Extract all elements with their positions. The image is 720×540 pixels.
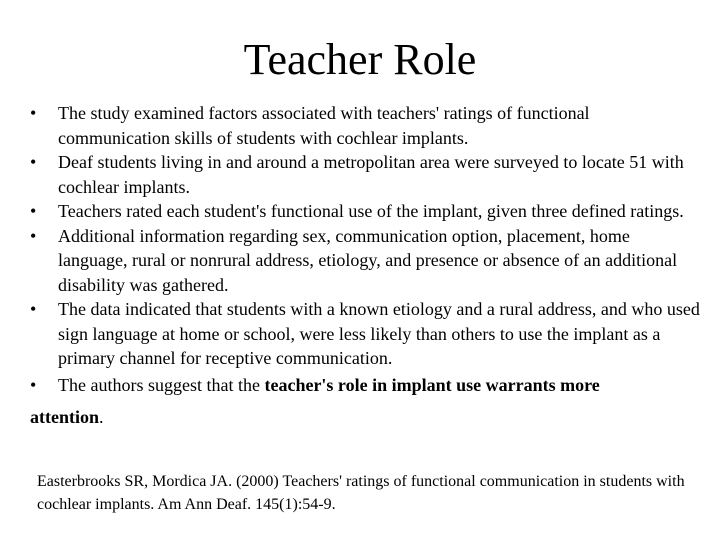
bullet-list <box>30 101 700 435</box>
bullet-text-emphasis-cont: attention <box>30 406 99 427</box>
bullet-item <box>30 199 700 224</box>
bullet-text: Teachers rated each student's functional use of the implant, given three defined ratings. <box>58 201 684 221</box>
bullet-item <box>30 297 700 371</box>
bullet-marker: • <box>30 201 37 221</box>
bullet-item <box>30 224 700 298</box>
bullet-text: The data indicated that students with a known etiology and a rural address, and who used sign language at home or school, were less likely than others to use the implant as a primary channel for receptive communication. <box>58 299 700 368</box>
bullet-continuation <box>30 399 700 435</box>
bullet-item-authors <box>30 371 700 435</box>
bullet-text: Deaf students living in and around a metropolitan area were surveyed to locate 51 with cochlear implants. <box>58 152 684 197</box>
bullet-marker: • <box>30 374 37 395</box>
bullet-marker: • <box>30 225 37 246</box>
bullet-marker: • <box>30 299 37 319</box>
bullet-text-prefix: The authors suggest that the <box>58 374 265 395</box>
bullet-text: The study examined factors associated with teachers' ratings of functional communication skills of students with cochlear implants. <box>58 103 590 148</box>
bullet-marker: • <box>30 103 37 123</box>
bullet-text: Additional information regarding sex, communication option, placement, home language, rural or nonrural address, etiology, and presence or absence of an additional disability was gathered. <box>58 225 678 295</box>
bullet-text-suffix: . <box>99 406 104 427</box>
bullet-item <box>30 150 700 199</box>
bullet-marker: • <box>30 152 37 172</box>
citation: Easterbrooks SR, Mordica JA. (2000) Teachers' ratings of functional communication in students with cochlear implants. Am Ann Deaf. 145(1):54-9. <box>37 473 685 513</box>
bullet-item <box>30 101 700 150</box>
slide-title: Teacher Role <box>243 35 477 84</box>
bullet-text-emphasis: teacher's role in implant use warrants more <box>264 374 600 395</box>
